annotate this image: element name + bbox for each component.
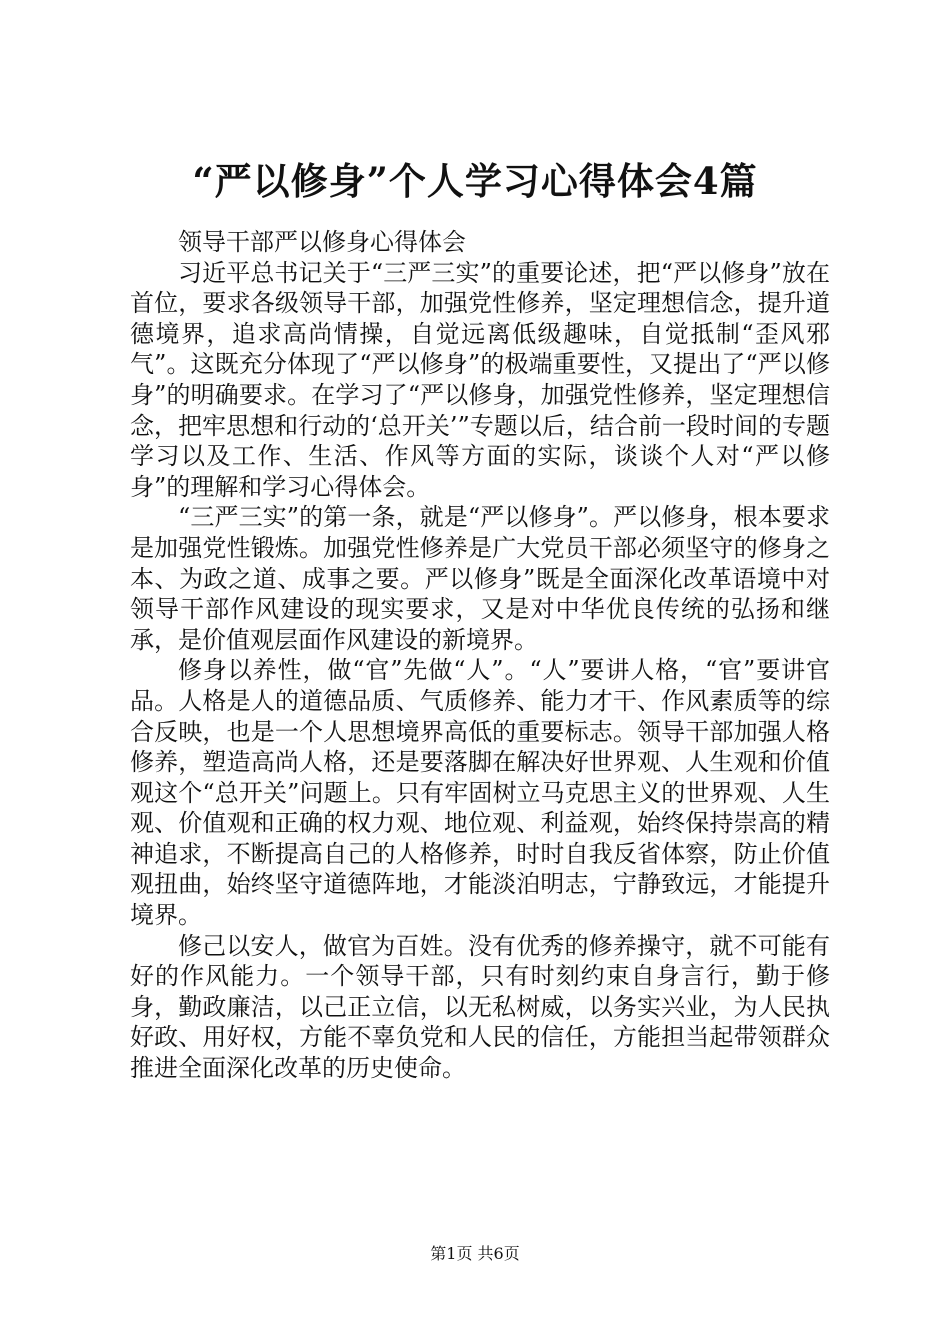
section-heading: 领导干部严以修身心得体会: [178, 228, 466, 256]
document-body: [130, 227, 830, 1084]
body-paragraph: 修身以养性，做“官”先做“人”。“人”要讲人格，“官”要讲官品。人格是人的道德品质、气质修养、能力才干、作风素质等的综合反映，也是一个人思想境界高低的重要标志。领导干部加强人格修养，塑造高尚人格，还是要落脚在解决好世界观、人生观和价值观这个“总开关”问题上。只有牢固树立马克思主义的世界观、人生观、价值观和正确的权力观、地位观、利益观，始终保持崇高的精神追求，不断提高自己的人格修养，时时自我反省体察，防止价值观扭曲，始终坚守道德阵地，才能淡泊明志，宁静致远，才能提升境界。: [130, 656, 830, 930]
page-footer: 第1页 共6页: [430, 1244, 520, 1263]
body-paragraph: 修己以安人，做官为百姓。没有优秀的修养操守，就不可能有好的作风能力。一个领导干部，只有时刻约束自身言行，勤于修身，勤政廉洁，以己正立信，以无私树威，以务实兴业，为人民执好政、用好权，方能不辜负党和人民的信任，方能担当起带领群众推进全面深化改革的历史使命。: [130, 931, 830, 1083]
body-paragraph: 习近平总书记关于“三严三实”的重要论述，把“严以修身”放在首位，要求各级领导干部，加强党性修养，坚定理想信念，提升道德境界，追求高尚情操，自觉远离低级趣味，自觉抵制“歪风邪气”。这既充分体现了“严以修身”的极端重要性，又提出了“严以修身”的明确要求。在学习了“严以修身，加强党性修养，坚定理想信念，把牢思想和行动的‘总开关’”专题以后，结合前一段时间的专题学习以及工作、生活、作风等方面的实际，谈谈个人对“严以修身”的理解和学习心得体会。: [130, 258, 830, 501]
document-title: “严以修身”个人学习心得体会4篇: [192, 159, 758, 203]
body-paragraph: “三严三实”的第一条，就是“严以修身”。严以修身，根本要求是加强党性锻炼。加强党性修养是广大党员干部必须坚守的修身之本、为政之道、成事之要。严以修身”既是全面深化改革语境中对领导干部作风建设的现实要求，又是对中华优良传统的弘扬和继承，是价值观层面作风建设的新境界。: [130, 503, 830, 654]
